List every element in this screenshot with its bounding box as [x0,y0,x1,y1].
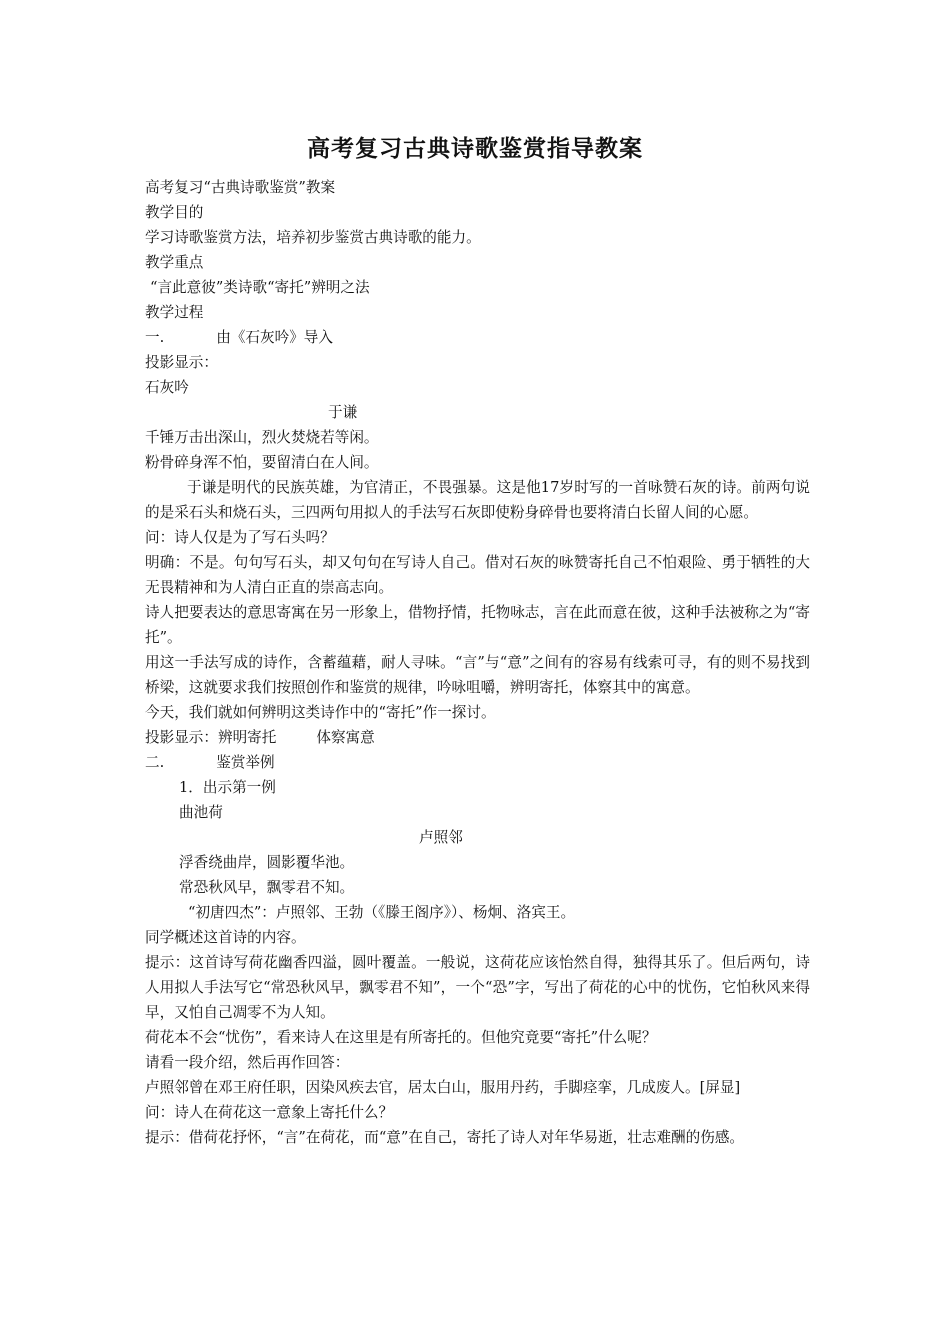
paragraph-lotus: 荷花本不会“忧伤”，看来诗人在这里是有所寄托的。但他究竟要“寄托”什么呢？ [145,1029,657,1046]
section1-number: 一. [145,329,165,346]
process-heading: 教学过程 [145,304,204,321]
subtitle: 高考复习“古典诗歌鉴赏”教案 [145,179,336,196]
poem2-line: 常恐秋风早，飘零君不知。 [179,879,355,896]
projection2-text: 体察寓意 [316,729,375,746]
projection2-label: 投影显示：辨明寄托 [145,729,277,746]
hint-1: 提示：这首诗写荷花幽香四溢，圆叶覆盖。一般说，这荷花应该怡然自得，独得其乐了。但后两句，诗人用拟人手法写它“常恐秋风早，飘零君不知”，一个“恐”字，写出了荷花的心中的忧伤，它怕秋风来得早，又怕自己凋零不为人知。 [145,954,810,1021]
hint-2: 提示：借荷花抒怀，“言”在荷花，而“意”在自己，寄托了诗人对年华易逝，壮志难酬的伤感。 [145,1129,745,1146]
poem2-author: 卢照邻 [419,829,463,846]
projection-2 [145,725,810,750]
poem1-line: 粉骨碎身浑不怕，要留清白在人间。 [145,454,379,471]
focus-text: “言此意彼”类诗歌“寄托”辨明之法 [150,279,370,296]
poem1-author: 于谦 [328,404,358,421]
example-1: 1．出示第一例 [179,779,276,796]
section1-title: 由《石灰吟》导入 [216,329,333,346]
poem2-line: 浮香绕曲岸，圆影覆华池。 [179,854,355,871]
poem1-line: 千锤万击出深山，烈火焚烧若等闲。 [145,429,379,446]
goal-heading: 教学目的 [145,204,204,221]
task-2: 请看一段介绍，然后再作回答： [145,1054,350,1071]
bio: 卢照邻曾在邓王府任职，因染风疾去官，居太白山，服用丹药，手脚痉挛，几成废人。[屏显] [145,1079,741,1096]
section1-heading [145,325,810,350]
paragraph-method: 用这一手法写成的诗作，含蓄蕴藉，耐人寻味。“言”与“意”之间有的容易有线索可寻，有的则不易找到桥梁，这就要求我们按照创作和鉴赏的规律，吟咏咀嚼，辨明寄托，体察其中的寓意。 [145,654,810,696]
section2-heading [145,750,810,775]
focus-heading: 教学重点 [145,254,204,271]
question-2: 问：诗人在荷花这一意象上寄托什么？ [145,1104,394,1121]
task-1: 同学概述这首诗的内容。 [145,929,306,946]
question-1: 问：诗人仅是为了写石头吗？ [145,529,335,546]
note-tang: “初唐四杰”：卢照邻、王勃（《滕王阁序》）、杨炯、洛宾王。 [188,904,576,921]
poem1-title: 石灰吟 [145,379,189,396]
document-body [145,175,810,1150]
paragraph-jituo: 诗人把要表达的意思寄寓在另一形象上，借物抒情，托物咏志，言在此而意在彼，这种手法被称之为“寄托”。 [145,604,810,646]
section2-number: 二. [145,754,165,771]
answer-1: 明确：不是。句句写石头，却又句句在写诗人自己。借对石灰的咏赞寄托自己不怕艰险、勇于牺牲的大无畏精神和为人清白正直的崇高志向。 [145,554,810,596]
poem2-title: 曲池荷 [179,804,223,821]
goal-text: 学习诗歌鉴赏方法，培养初步鉴赏古典诗歌的能力。 [145,229,481,246]
document-title: 高考复习古典诗歌鉴赏指导教案 [307,135,643,162]
projection-label: 投影显示： [145,354,218,371]
paragraph-yuqian: 于谦是明代的民族英雄，为官清正，不畏强暴。这是他17岁时写的一首咏赞石灰的诗。前两句说的是采石头和烧石头，三四两句用拟人的手法写石灰即使粉身碎骨也要将清白长留人间的心愿。 [145,479,810,521]
paragraph-today: 今天，我们就如何辨明这类诗作中的“寄托”作一探讨。 [145,704,496,721]
section2-title: 鉴赏举例 [216,754,275,771]
